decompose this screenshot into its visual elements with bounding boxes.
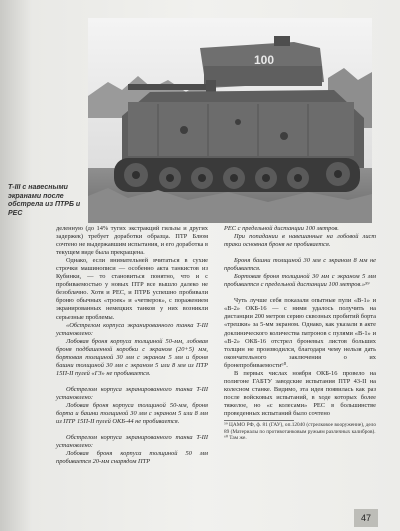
tank-photo xyxy=(88,18,372,223)
footnote: ⁵⁹ ЦАМО РФ, ф. 81 (ГАУ), оп.12040 (стрелковое вооружение), дело 89 (Материалы по противотанковым ружьям различных калибров). xyxy=(224,422,376,435)
paragraph: В первых числах ноября ОКБ-16 провело на полигоне ГАБТУ заводские испытания ПТР 43-II на колесном станке. Видимо, эта идея появилась как раз после войсковых испытаний, в ходе которых более тяжелое, но «с колесами» РЕС в большинстве проведенных испытаний было сочтено xyxy=(224,369,376,417)
quote-paragraph: Лобовая броня корпуса толщиной 50-мм, броня борта и башни толщиной 30 мм с экраном 5 или 8 мм из ПТР 15П-II пулей ОКБ-44 не пробивается. xyxy=(56,401,208,426)
quote-paragraph: РЕС с предельной дистанции 100 метров. xyxy=(224,225,339,232)
quote-paragraph: Обстрелом корпуса экранированного танка T-III установлено: xyxy=(56,434,208,450)
tank-photo-image xyxy=(88,18,372,223)
quote-paragraph: Броня башни толщиной 30 мм с экраном 8 мм не пробивается. xyxy=(224,257,376,273)
text-columns xyxy=(56,225,379,515)
footnote: ⁶⁰ Там же. xyxy=(224,435,247,442)
quote-paragraph: «Обстрелом корпуса экранированного танка T-III установлено: xyxy=(56,321,208,337)
turret-number: 100 xyxy=(254,53,275,67)
paragraph: Однако, если внимательней вчитаться в сухие строчки машинописи — особенно акта танкистов из Кубинки, — то становиться понятно, что и с пробиваемостью у новых ПТР все вышло далеко не безоблачно. Хотя и РЕС, и ПТРБ успешно пробивали броню обычных «троек» и «четверок», с поражением экранированных немецких танков у них возникли серьезные проблемы. xyxy=(56,257,208,321)
footnote-divider xyxy=(224,420,294,421)
quote-paragraph: При попадании в навешанные на лобовой лист траки основная броня не пробивается. xyxy=(224,233,376,249)
paragraph: Чуть лучше себя показали опытные пули «В-1» и «В-2» ОКБ-16 — с ними удалось получить на дистанции 200 метров серию сквозных пробитий борта «трешки» за 5-мм экраном. Однако, как указали в акте доклинического количества патронов с пулями «В-1» и «В-2» ОКБ-16 отстрел броневых листов больших толщин не производился, благодаря чему нельзя дать окончательного заключения о их бронепробиваемости⁶⁰. xyxy=(224,297,376,369)
quote-paragraph: Лобовая броня корпуса толщиной 50 мм пробивается 20-мм снарядом ПТР xyxy=(56,450,208,466)
quote-paragraph: Лобовая броня корпуса толщиной 50-мм, лобовая броня подбашенной коробки с экраном (20+5) мм, бортовая толщиной 30 мм с экраном 5 мм и броня башни толщиной 30 мм с экраном 5 или 8 мм из ПТР 15П-II пулей «ГЗ» не пробивается. xyxy=(56,337,208,377)
quote-paragraph: Обстрелом корпуса экранированного танка T-III установлено: xyxy=(56,385,208,401)
right-column xyxy=(224,225,376,442)
paragraph: деленную (до 14% тугих экстракций гильзы и других задержек) требует доработки образца. ПТР Блюм сочтено не выдержавшим испытания, и его доработка в текущем виде была прекращена. xyxy=(56,225,208,257)
quote-paragraph: Бортовая броня толщиной 30 мм с экраном 5 мм пробивается с предельной дистанции 100 метров.»⁵⁹ xyxy=(224,273,376,289)
photo-caption: Т-III с навесными экранами после обстрела из ПТРБ и РЕС xyxy=(8,184,81,217)
left-column xyxy=(56,225,208,466)
page-number: 47 xyxy=(354,509,378,527)
